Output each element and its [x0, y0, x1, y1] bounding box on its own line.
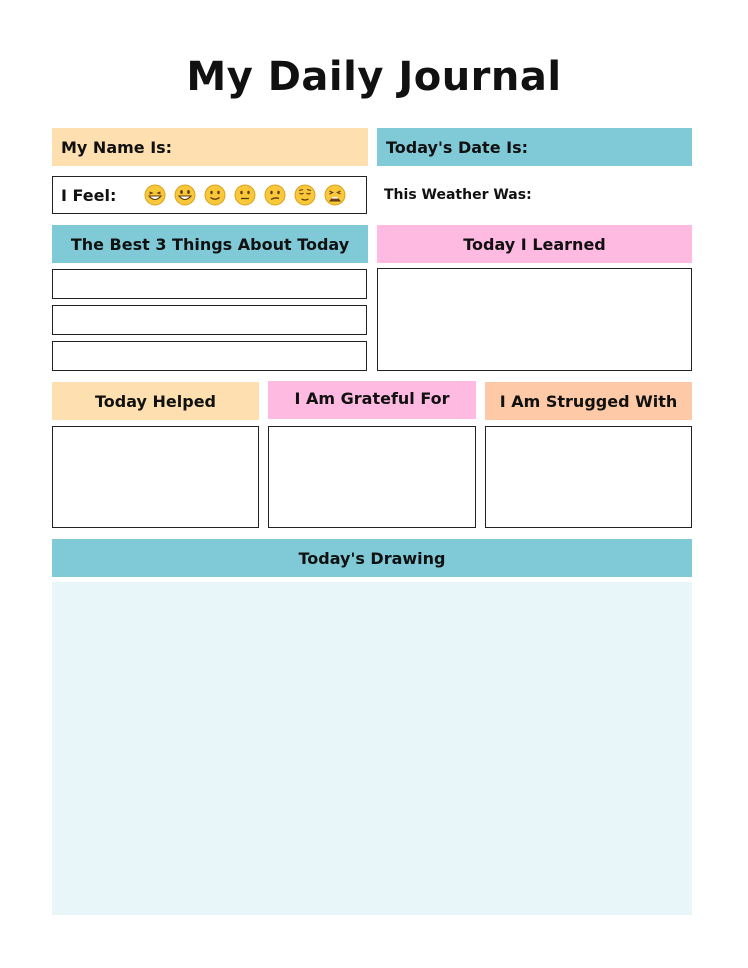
drawing-area[interactable]: [52, 582, 692, 915]
helped-box[interactable]: [52, 426, 259, 528]
helped-header: [52, 382, 259, 420]
best-thing-2-box[interactable]: [52, 305, 367, 335]
weary-face-icon[interactable]: [324, 184, 346, 206]
struggled-label: I Am Strugged With: [499, 391, 678, 411]
grinning-face-big-eyes-icon[interactable]: [174, 184, 196, 206]
confused-face-icon[interactable]: [264, 184, 286, 206]
helped-label: Today Helped: [94, 391, 217, 411]
grateful-header: [268, 381, 476, 419]
best-thing-1-box[interactable]: [52, 269, 367, 299]
neutral-face-icon[interactable]: [234, 184, 256, 206]
slightly-smiling-face-icon[interactable]: [204, 184, 226, 206]
best-thing-3-box[interactable]: [52, 341, 367, 371]
page-title: My Daily Journal: [186, 54, 562, 100]
feel-label: I Feel:: [61, 185, 117, 205]
learned-box[interactable]: [377, 268, 692, 371]
grateful-label: I Am Grateful For: [294, 388, 450, 408]
date-field[interactable]: [377, 128, 692, 166]
best-things-header: [52, 225, 368, 263]
learned-label: Today I Learned: [463, 234, 606, 254]
struggled-box[interactable]: [485, 426, 692, 528]
learned-header: [377, 225, 692, 263]
date-label: Today's Date Is:: [386, 137, 528, 157]
struggled-header: [485, 382, 692, 420]
relieved-face-icon[interactable]: [294, 184, 316, 206]
grinning-squinting-face-icon[interactable]: [144, 184, 166, 206]
weather-field[interactable]: [377, 176, 692, 214]
drawing-label: Today's Drawing: [298, 548, 446, 568]
grateful-box[interactable]: [268, 426, 476, 528]
best-things-label: The Best 3 Things About Today: [70, 234, 350, 254]
name-label: My Name Is:: [61, 137, 173, 157]
emoji-list: [144, 184, 346, 206]
name-field[interactable]: [52, 128, 368, 166]
weather-label: This Weather Was:: [384, 187, 532, 203]
drawing-header: [52, 539, 692, 577]
feelings-box: [52, 176, 367, 214]
